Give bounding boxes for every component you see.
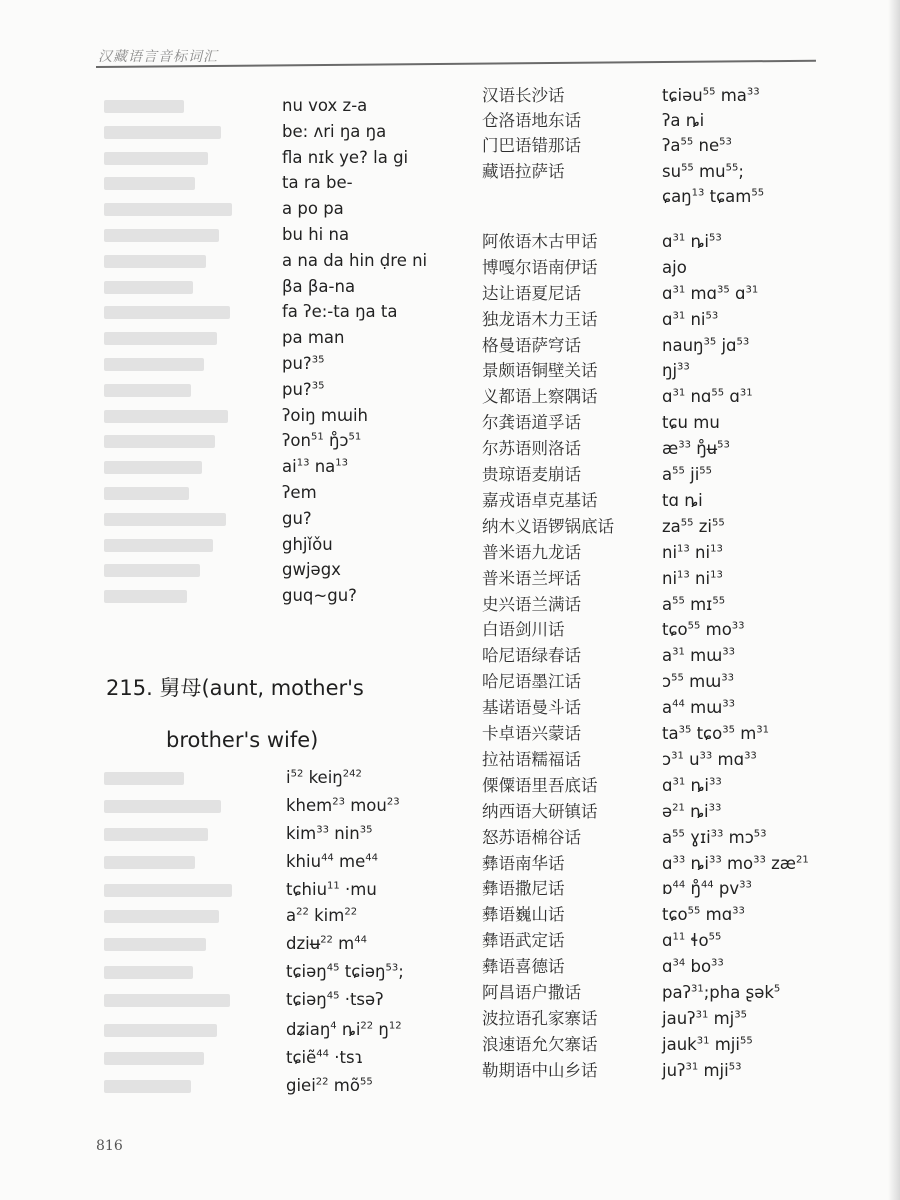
right-lang-35: 波拉语孔家寨话 <box>482 1009 598 1028</box>
left-bottom-form-8: tɕiəŋ$^{45}$ ·tsəʔ <box>286 990 384 1009</box>
right-lang-25: 拉祜语糯福话 <box>482 750 581 769</box>
right-form-0: tɕiəu$^{55}$ $ma^{33}$ <box>662 86 760 105</box>
right-form-37: juʔ$^{31}$ mji$^{53}$ <box>662 1061 742 1080</box>
section-title-text: 舅母(aunt, mother's <box>159 676 364 700</box>
left-bottom-form-5: $a^{22}$ kim$^{22}$ <box>286 906 358 925</box>
right-form-22: ɔ$^{55}$ mɯ$^{33}$ <box>662 672 734 691</box>
left-top-form-16: gu? <box>282 509 312 528</box>
right-lang-9: 格曼语萨穹话 <box>482 336 581 355</box>
right-form-9: nauŋ$^{35}$ jɑ$^{53}$ <box>662 336 750 355</box>
left-top-form-5: bu hi na <box>282 225 350 244</box>
left-bottom-form-4: tɕhiu$^{11}$ ·mu <box>286 880 377 899</box>
left-bottom-form-7: tɕiəŋ$^{45}$ tɕiəŋ$^{53}$; <box>286 962 404 981</box>
right-form-26: ɑ$^{31}$ $ȵi^{33}$ <box>662 776 722 795</box>
left-top-lang-17 <box>104 535 213 555</box>
left-bottom-lang-4 <box>104 880 232 900</box>
left-top-lang-14 <box>104 457 202 477</box>
right-form-29: ɑ$^{33}$ $ȵi^{33}$ $mo^{33}$ $zæ^{21}$ <box>662 854 809 873</box>
right-lang-13: 尔苏语则洛话 <box>482 439 581 458</box>
left-top-form-11: pu?$^{35}$ <box>282 380 325 399</box>
right-lang-7: 达让语夏尼话 <box>482 284 581 303</box>
right-form-18: $ni^{13}$ $ni^{13}$ <box>662 569 723 588</box>
faded-text-placeholder <box>104 590 187 603</box>
right-lang-16: 纳木义语锣锅底话 <box>482 517 614 536</box>
left-top-form-4: a po pa <box>282 199 344 218</box>
right-lang-0: 汉语长沙话 <box>482 86 565 105</box>
left-bottom-lang-5 <box>104 906 219 926</box>
right-lang-19: 史兴语兰满话 <box>482 595 581 614</box>
right-lang-14: 贵琼语麦崩话 <box>482 465 581 484</box>
right-form-2: ʔa$^{55}$ $ne^{53}$ <box>662 136 732 155</box>
right-lang-15: 嘉戎语卓克基话 <box>482 491 598 510</box>
right-form-34: paʔ$^{31}$;pha ʂək$^5$ <box>662 983 781 1002</box>
faded-text-placeholder <box>104 884 232 897</box>
right-form-15: tɑ ȵi <box>662 491 703 510</box>
right-lang-3: 藏语拉萨话 <box>482 162 565 181</box>
right-form-14: $a^{55}$ $ji^{55}$ <box>662 465 713 484</box>
left-top-lang-9 <box>104 328 217 348</box>
right-form-28: $a^{55}$ ɣɪi$^{33}$ mɔ$^{53}$ <box>662 828 767 847</box>
faded-text-placeholder <box>104 203 232 216</box>
right-form-10: $ŋj^{33}$ <box>662 361 690 380</box>
right-form-35: jauʔ$^{31}$ $mj^{35}$ <box>662 1009 747 1028</box>
faded-text-placeholder <box>104 177 195 190</box>
left-bottom-form-3: khiu$^{44}$ $me^{44}$ <box>286 852 379 871</box>
right-lang-18: 普米语兰坪话 <box>482 569 581 588</box>
right-lang-29: 彝语南华话 <box>482 854 565 873</box>
right-lang-28: 怒苏语棉谷话 <box>482 828 581 847</box>
page-edge-shadow <box>888 0 900 1200</box>
right-form-16: $za^{55}$ $zi^{55}$ <box>662 517 725 536</box>
left-top-lang-8 <box>104 302 230 322</box>
right-lang-12: 尔龚语道孚话 <box>482 413 581 432</box>
right-form-17: $ni^{13}$ $ni^{13}$ <box>662 543 723 562</box>
left-top-lang-15 <box>104 483 189 503</box>
faded-text-placeholder <box>104 1024 217 1037</box>
left-bottom-lang-3 <box>104 852 195 872</box>
left-top-lang-19 <box>104 586 187 606</box>
left-bottom-lang-6 <box>104 934 206 954</box>
right-form-11: ɑ$^{31}$ nɑ$^{55}$ ɑ$^{31}$ <box>662 387 753 406</box>
right-form-7: ɑ$^{31}$ mɑ$^{35}$ ɑ$^{31}$ <box>662 284 759 303</box>
right-form-21: $a^{31}$ mɯ$^{33}$ <box>662 646 735 665</box>
right-lang-26: 傈僳语里吾底话 <box>482 776 598 795</box>
right-lang-5: 阿侬语木古甲话 <box>482 232 598 251</box>
faded-text-placeholder <box>104 1080 191 1093</box>
left-bottom-lang-10 <box>104 1048 204 1068</box>
right-lang-21: 哈尼语绿春话 <box>482 646 581 665</box>
right-lang-11: 义都语上察隅话 <box>482 387 598 406</box>
left-top-form-14: $ai^{13}$ $na^{13}$ <box>282 457 348 476</box>
right-lang-36: 浪速语允欠寨话 <box>482 1035 598 1054</box>
left-bottom-lang-0 <box>104 768 184 788</box>
right-form-1: ʔa ȵi <box>662 111 705 130</box>
faded-text-placeholder <box>104 229 219 242</box>
faded-text-placeholder <box>104 126 221 139</box>
left-bottom-form-1: khem$^{23}$ mou$^{23}$ <box>286 796 400 815</box>
right-lang-32: 彝语武定话 <box>482 931 565 950</box>
faded-text-placeholder <box>104 281 193 294</box>
right-form-30: ɒ$^{44}$ ŋ̊$^{44}$ $pv^{33}$ <box>662 879 752 898</box>
left-top-lang-3 <box>104 173 195 193</box>
right-lang-37: 勒期语中山乡话 <box>482 1061 598 1080</box>
left-bottom-form-10: tɕiẽ$^{44}$ ·tsɿ <box>286 1048 364 1067</box>
right-lang-10: 景颇语铜壁关话 <box>482 361 598 380</box>
faded-text-placeholder <box>104 564 200 577</box>
right-form-27: ə$^{21}$ $ȵi^{33}$ <box>662 802 722 821</box>
faded-text-placeholder <box>104 435 215 448</box>
faded-text-placeholder <box>104 539 213 552</box>
faded-text-placeholder <box>104 1052 204 1065</box>
left-top-form-17: ghjǐǒu <box>282 535 333 554</box>
left-bottom-form-6: dziʉ$^{22}$ $m^{44}$ <box>286 934 367 953</box>
right-form-12: tɕu mu <box>662 413 720 432</box>
right-form-31: tɕo$^{55}$ mɑ$^{33}$ <box>662 905 745 924</box>
left-top-form-1: be: ʌri ŋa ŋa <box>282 122 387 141</box>
left-top-lang-7 <box>104 277 193 297</box>
left-bottom-form-0: $i^{52}$ keiŋ$^{242}$ <box>286 768 362 787</box>
faded-text-placeholder <box>104 358 204 371</box>
left-top-lang-5 <box>104 225 219 245</box>
faded-text-placeholder <box>104 800 221 813</box>
faded-text-placeholder <box>104 384 191 397</box>
left-top-form-19: guq~gu? <box>282 586 357 605</box>
left-top-form-2: fla nɪk ye? la gi <box>282 148 409 167</box>
right-lang-6: 博嘎尔语南伊话 <box>482 258 598 277</box>
left-top-form-12: ʔoiŋ mɯih <box>282 406 369 425</box>
left-top-form-13: ʔon$^{51}$ ŋ̊ɔ$^{51}$ <box>282 431 362 450</box>
right-form-5: ɑ$^{31}$ $ȵi^{53}$ <box>662 232 722 251</box>
right-lang-22: 哈尼语墨江话 <box>482 672 581 691</box>
right-lang-17: 普米语九龙话 <box>482 543 581 562</box>
left-top-lang-11 <box>104 380 191 400</box>
left-top-lang-0 <box>104 96 184 116</box>
left-top-lang-6 <box>104 251 206 271</box>
left-bottom-lang-11 <box>104 1076 191 1096</box>
right-form-19: $a^{55}$ mɪ$^{55}$ <box>662 595 726 614</box>
faded-text-placeholder <box>104 410 228 423</box>
faded-text-placeholder <box>104 152 208 165</box>
right-lang-31: 彝语巍山话 <box>482 905 565 924</box>
right-form-36: jauk$^{31}$ mji$^{55}$ <box>662 1035 753 1054</box>
right-form-32: ɑ$^{11}$ ɬo$^{55}$ <box>662 931 722 950</box>
faded-text-placeholder <box>104 306 230 319</box>
left-top-lang-10 <box>104 354 204 374</box>
faded-text-placeholder <box>104 966 193 979</box>
left-bottom-form-9: dʑiaŋ$^4$ $ȵi^{22}$ $ŋ^{12}$ <box>286 1020 402 1039</box>
left-top-lang-13 <box>104 431 215 451</box>
left-bottom-lang-9 <box>104 1020 217 1040</box>
right-lang-33: 彝语喜德话 <box>482 957 565 976</box>
page-number: 816 <box>96 1138 123 1154</box>
left-top-form-9: pa man <box>282 328 345 347</box>
right-form-25: ɔ$^{31}$ $u^{33}$ mɑ$^{33}$ <box>662 750 757 769</box>
right-lang-30: 彝语撒尼话 <box>482 879 565 898</box>
left-top-lang-16 <box>104 509 226 529</box>
left-bottom-lang-8 <box>104 990 230 1010</box>
right-form-33: ɑ$^{34}$ $bo^{33}$ <box>662 957 724 976</box>
right-lang-27: 纳西语大研镇话 <box>482 802 598 821</box>
right-form-3: $su^{55}$ $mu^{55}$; <box>662 162 744 181</box>
left-top-form-6: a na da hin ḍre ni <box>282 251 428 270</box>
left-top-lang-2 <box>104 148 208 168</box>
right-form-23: $a^{44}$ mɯ$^{33}$ <box>662 698 735 717</box>
faded-text-placeholder <box>104 332 217 345</box>
right-lang-1: 仓洛语地东话 <box>482 111 581 130</box>
right-form-4: ɕaŋ$^{13}$ tɕam$^{55}$ <box>662 187 765 206</box>
left-top-form-8: fa ʔe:-ta ŋa ta <box>282 302 398 321</box>
left-top-form-10: pu?$^{35}$ <box>282 354 325 373</box>
left-bottom-form-11: giei$^{22}$ $mõ^{55}$ <box>286 1076 373 1095</box>
left-bottom-form-2: kim$^{33}$ nin$^{35}$ <box>286 824 373 843</box>
left-top-form-0: nu vox z-a <box>282 96 368 115</box>
right-form-8: ɑ$^{31}$ $ni^{53}$ <box>662 310 719 329</box>
faded-text-placeholder <box>104 772 184 785</box>
faded-text-placeholder <box>104 487 189 500</box>
faded-text-placeholder <box>104 938 206 951</box>
left-top-form-18: gwjəgx <box>282 560 341 579</box>
faded-text-placeholder <box>104 856 195 869</box>
right-form-6: ajo <box>662 258 687 277</box>
right-lang-34: 阿昌语户撒话 <box>482 983 581 1002</box>
faded-text-placeholder <box>104 100 184 113</box>
right-lang-20: 白语剑川话 <box>482 620 565 639</box>
faded-text-placeholder <box>104 994 230 1007</box>
section-number: 215. <box>106 676 153 700</box>
faded-text-placeholder <box>104 910 219 923</box>
left-bottom-lang-7 <box>104 962 193 982</box>
faded-text-placeholder <box>104 513 226 526</box>
left-top-lang-1 <box>104 122 221 142</box>
right-lang-24: 卡卓语兴蒙话 <box>482 724 581 743</box>
left-top-lang-4 <box>104 199 232 219</box>
left-top-form-3: ta ra be- <box>282 173 353 192</box>
right-form-24: $ta^{35}$ tɕo$^{35}$ $m^{31}$ <box>662 724 770 743</box>
faded-text-placeholder <box>104 461 202 474</box>
section-title-line2: brother's wife) <box>166 728 319 752</box>
left-top-form-7: βa βa-na <box>282 277 356 296</box>
faded-text-placeholder <box>104 828 208 841</box>
left-top-form-15: ʔem <box>282 483 317 502</box>
left-top-lang-12 <box>104 406 228 426</box>
right-lang-8: 独龙语木力王话 <box>482 310 598 329</box>
right-lang-2: 门巴语错那话 <box>482 136 581 155</box>
left-bottom-lang-1 <box>104 796 221 816</box>
running-title: 汉藏语言音标词汇 <box>98 49 218 65</box>
right-lang-23: 基诺语曼斗话 <box>482 698 581 717</box>
faded-text-placeholder <box>104 255 206 268</box>
section-title-line1 <box>106 672 364 702</box>
right-form-20: tɕo$^{55}$ $mo^{33}$ <box>662 620 745 639</box>
left-top-lang-18 <box>104 560 200 580</box>
left-bottom-lang-2 <box>104 824 208 844</box>
right-form-13: $æ^{33}$ ŋ̊ʉ$^{53}$ <box>662 439 730 458</box>
